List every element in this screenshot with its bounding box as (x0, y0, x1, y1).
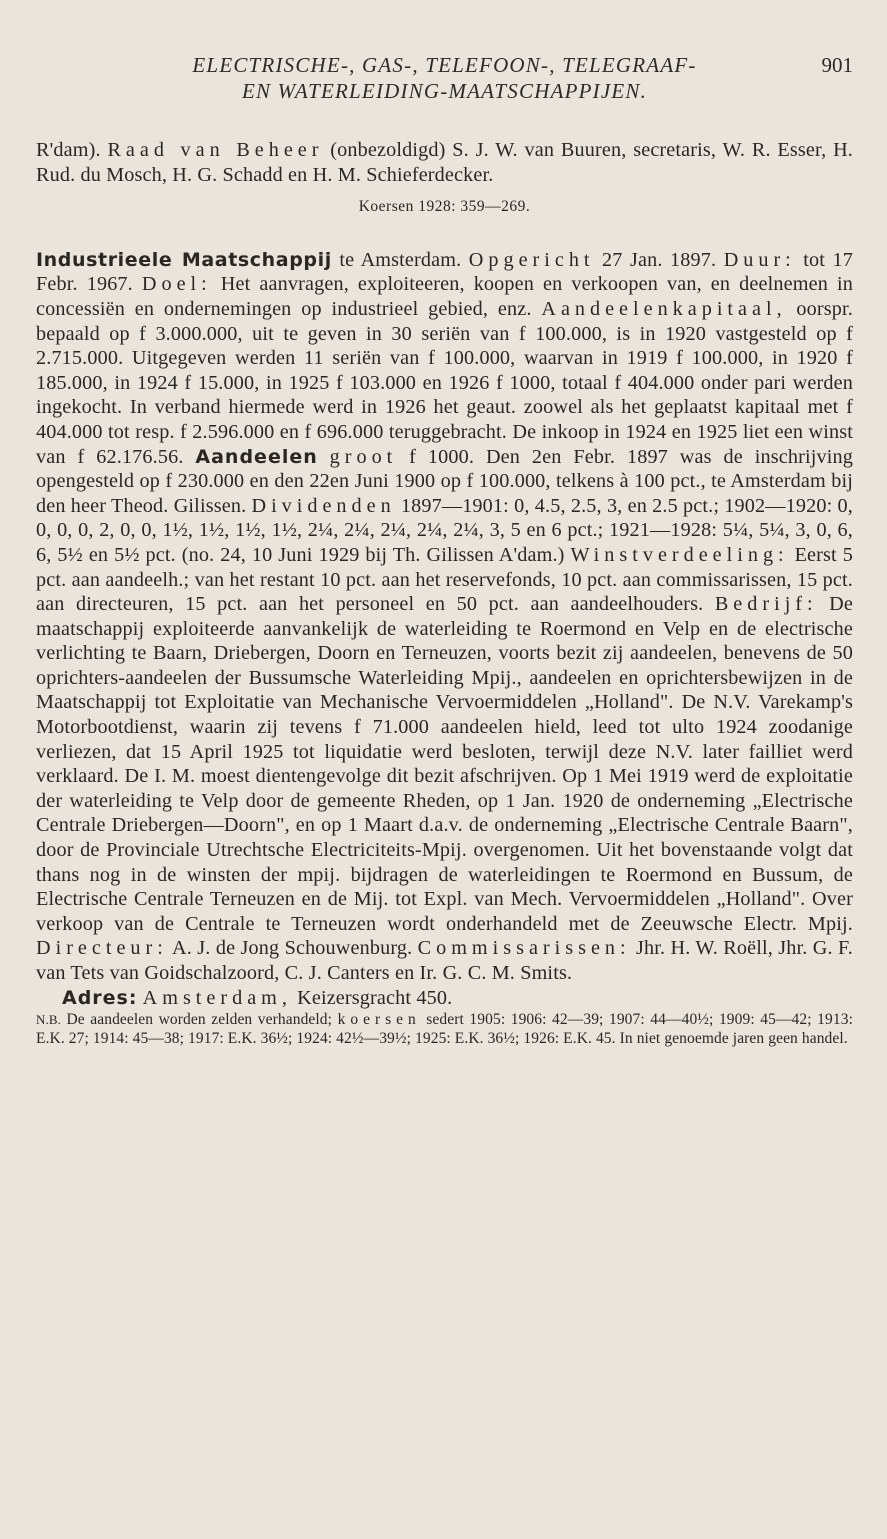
adres-street: Keizersgracht 450. (291, 986, 453, 1009)
header-line-2: EN WATERLEIDING-MAATSCHAPPIJEN. (241, 79, 648, 103)
running-header (36, 52, 853, 104)
kapitaal-label: Aandeelenkapitaal, (541, 297, 787, 320)
duur-label: Duur: (723, 248, 796, 271)
page-body (36, 138, 853, 1048)
entry-text: 27 Jan. 1897. (594, 248, 724, 271)
company-entry (36, 248, 853, 986)
adres-city: Amsterdam, (142, 986, 292, 1009)
directeur-label: Directeur: (36, 937, 168, 960)
address-line (36, 986, 853, 1011)
entry-text: 1897—1901: 0, 4.5, 2.5, 3, en 2.5 pct.; 1902—1920: 0, 0, 0, 0, 2, 0, 0, 1½, 1½, 1½, 1½, 2¼, 2¼, 2¼, 2¼, 2¼, 3, 5 en 6 pct.; 1921—1928: 5¼, 5¼, 3, 0, 6, 6, 5½ en 5½ pct. (no. 24, 10 Juni 1929 bij Th. Gilissen A'dam.) (36, 494, 853, 566)
note-text: sedert 1905: 1906: 42—39; 1907: 44—40½; 1909: 45—42; 1913: E.K. 27; 1914: 45—38; 1917: E.K. 36½; 1924: 42½—39½; 1925: E.K. 36½; 1926: E.K. 45. In niet genoemde jaren geen handel. (36, 1011, 853, 1048)
groot-label: groot (329, 445, 398, 468)
company-name: Industrieele Maatschappij (36, 248, 332, 271)
entry-text: De maatschappij exploiteerde aanvankelijk de waterleiding te Roermond en Velp en de electrische verlichting te Baarn, Driebergen, Doorn en Terneuzen, voorts bezit zij aandeelen, benevens de 50 oprichters-aandeelen der Bussumsche Waterleiding Mpij., aandeelen en oprichtersbewijzen in de Maatschappij tot Exploitatie van Mechanische Vervoermiddelen „Holland". De N.V. Varekamp's Motorbootdienst, waarin zij tevens f 71.000 aandeelen hield, leed tot ulto 1924 zoodanige verliezen, dat 15 April 1925 tot liquidatie werd besloten, terwijl deze N.V. later failliet werd verklaard. De I. M. moest dientengevolge dit bezit afschrijven. Op 1 Mei 1919 werd de exploitatie der waterleiding te Velp door de gemeente Rheden, op 1 Jan. 1920 de onderneming „Electrische Centrale Driebergen—Doorn", en op 1 Maart d.a.v. de onderneming „Electrische Centrale Baarn", door de Provinciale Utrechtsche Electriciteits-Mpij. overgenomen. Uit het bovenstaande volgt dat thans nog in de winsten der mpij. bijdragen de waterleidingen te Roermond en Bussum, de Electrische Centrale Terneuzen en de Mij. tot Expl. van Mech. Vervoermiddelen „Holland". Over verkoop van de Centrale te Terneuzen wordt onderhandeld met de Zeeuwsche Electr. Mpij. (36, 593, 853, 935)
entry-text: f 1000. Den 2en Febr. 1897 was de inschrijving opengesteld op f 230.000 en den 22en Juni 1900 op f 100.000, telkens à 100 pct., te Amsterdam bij den heer Theod. Gilissen. (36, 445, 854, 517)
opgericht-label: Opgericht (468, 248, 595, 271)
entry-text: tot 17 Febr. 1967. (36, 248, 854, 296)
entry-text: Eerst 5 pct. aan aandeelh.; van het restant 10 pct. aan het reservefonds, 10 pct. aan commissarissen, 15 pct. aan directeuren, 15 pct. aan het personeel en 50 pct. aan aandeelhouders. (36, 543, 853, 616)
previous-entry-tail (36, 138, 853, 187)
commissarissen-label: Commissarissen: (417, 937, 631, 960)
winstverdeeling-label: Winstverdeeling: (570, 543, 789, 566)
doel-label: Doel: (141, 273, 212, 296)
note-koersen-label: koersen (337, 1011, 421, 1029)
footnote (36, 1010, 853, 1048)
entry-text: A. J. de Jong Schouwenburg. (167, 937, 418, 960)
note-text: De aandeelen worden zelden verhandeld; (60, 1011, 338, 1029)
header-line-1: ELECTRISCHE-, GAS-, TELEFOON-, TELEGRAAF- (192, 53, 697, 77)
previous-entry-koersen: Koersen 1928: 359—269. (358, 198, 531, 216)
entry-text: te Amsterdam. (331, 248, 469, 271)
bedrijf-label: Bedrijf: (714, 593, 818, 616)
page-number: 901 (821, 53, 853, 77)
adres-label: Adres: (62, 986, 138, 1009)
entry-text: Het aanvragen, exploiteeren, koopen en verkoopen van, en deelnemen in concessiën en ondernemingen op industrieel gebied, enz. (36, 273, 853, 320)
dividenden-label: Dividenden (251, 494, 396, 517)
previous-entry-text: R'dam). (36, 139, 108, 161)
aandeelen-label: Aandeelen (195, 445, 318, 468)
entry-text: Jhr. H. W. Roëll, Jhr. G. F. van Tets van Goidschalzoord, C. J. Canters en Ir. G. C. M. Smits. (36, 937, 853, 984)
entry-text: oorspr. bepaald op f 3.000.000, uit te geven in 30 seriën van f 100.000, is in 1920 vastgesteld op f 2.715.000. Uitgegeven werden 11 seriën van f 100.000, waarvan in 1919 f 100.000, in 1920 f 185.000, in 1924 f 15.000, in 1925 f 103.000 en 1926 f 1000, totaal f 404.000 onder pari werden ingekocht. In verband hiermede werd in 1926 het geaut. zoowel als het geplaatst kapitaal met f 404.000 tot resp. f 2.596.000 en f 696.000 teruggebracht. De inkoop in 1924 en 1925 liet een winst van f 62.176.56. (36, 297, 853, 468)
note-nb: N.B. (36, 1012, 61, 1028)
raad-label: Raad van Beheer (107, 139, 324, 161)
previous-entry-board: (onbezoldigd) S. J. W. van Buuren, secretaris, W. R. Esser, H. Rud. du Mosch, H. G. Schadd en H. M. Schieferdecker. (36, 139, 853, 186)
